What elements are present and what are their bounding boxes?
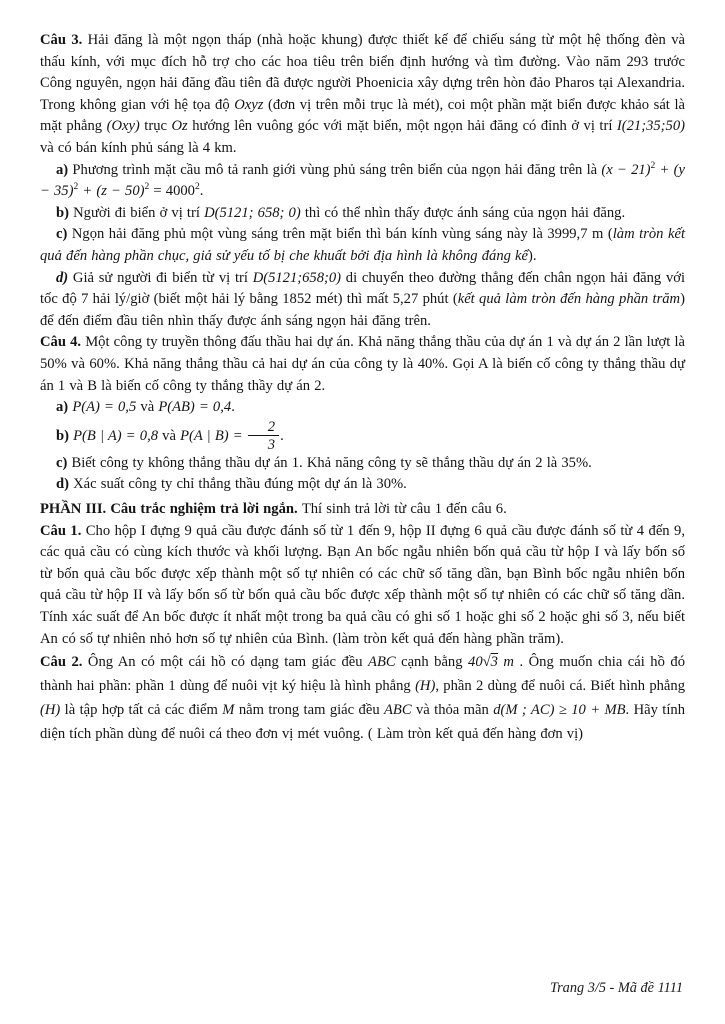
- text-run: . Ông muốn chia cái hồ đó thành hai phần: phần 1 dùng để nuôi vịt ký hiệu là hình phẳng: [40, 654, 685, 695]
- cau-4-b: [40, 419, 685, 453]
- text-run: trục: [139, 118, 172, 135]
- text-run: . Hãy tính diện tích phần dùng để nuôi cá theo đơn vị mét vuông. ( Làm tròn kết quả đến hàng đơn vị): [40, 702, 686, 743]
- text-run: làm tròn kết quả đến hàng phần chục, giả sử yếu tố bị che khuất bởi địa hình là không đáng kể: [40, 226, 686, 264]
- text-run: PHẦN III. Câu trắc nghiệm trả lời ngắn.: [40, 500, 302, 517]
- cau-4-a: [40, 397, 685, 419]
- text-run: a): [56, 399, 73, 416]
- cau-1: [40, 521, 685, 651]
- text-run: + (z − 50): [78, 183, 145, 200]
- text-run: , phần 2 dùng để nuôi cá. Biết hình phẳng: [435, 678, 686, 695]
- text-run: ).: [528, 247, 537, 264]
- text-run: Giả sử người đi biển từ vị trí: [72, 269, 253, 286]
- text-run: D(5121;658;0): [252, 269, 342, 286]
- text-run: và có bán kính phủ sáng là 4 km.: [40, 139, 237, 156]
- text-run: d(M ; AC) ≥ 10 + MB: [493, 702, 626, 719]
- text-run: c): [56, 226, 72, 243]
- text-run: Câu 1.: [40, 522, 86, 539]
- cau-2: [40, 650, 685, 746]
- text-run: P(AB) = 0,4: [158, 399, 232, 416]
- cau-3-c: [40, 224, 685, 267]
- phan-3-heading: [40, 499, 685, 521]
- text-run: + (y − 35): [40, 161, 685, 200]
- cau-3-a: [40, 160, 685, 203]
- text-run: Biết công ty không thắng thầu dự án 1. Khả năng công ty sẽ thắng thầu dự án 2 là 35%.: [71, 454, 592, 471]
- text-run: I(21;35;50): [616, 118, 685, 135]
- fraction-numerator: 2: [248, 419, 279, 437]
- text-run: (H): [40, 702, 61, 719]
- text-run: nằm trong tam giác đều: [234, 702, 385, 719]
- text-run: Câu 3.: [40, 32, 88, 48]
- fraction-denominator: 3: [267, 436, 276, 453]
- text-run: = 4000: [149, 183, 195, 200]
- text-run: ) để đến điểm đầu tiên nhìn thấy được ánh sáng ngọn hải đăng trên.: [40, 291, 685, 329]
- cau-4-c: [40, 453, 685, 475]
- radicand: 3: [490, 654, 498, 671]
- text-run: P(B | A) = 0,8: [73, 427, 159, 444]
- text-run: Ngọn hải đăng phủ một vùng sáng trên mặt biển thì bán kính vùng sáng này là 3999,7 m (: [71, 226, 613, 243]
- text-run: 2: [144, 182, 150, 193]
- text-run: b): [56, 427, 74, 444]
- text-run: kết quả làm tròn đến hàng phần trăm: [457, 291, 681, 308]
- text-run: di chuyển theo đường thẳng đến chân ngọn hải đăng với tốc độ 7 hải lý/giờ (biết một hải lý bằng 1852 mét) thì mất 5,27 phút (: [40, 269, 686, 308]
- text-run: 2: [73, 182, 79, 193]
- text-run: Oz: [171, 118, 188, 135]
- cau-4-intro: [40, 332, 685, 397]
- text-run: cạnh bằng: [395, 654, 469, 671]
- fraction: [248, 419, 279, 453]
- radical-sign: √: [482, 654, 491, 671]
- text-run: ABC: [384, 702, 412, 719]
- text-run: (đơn vị trên mỗi trục là mét), coi một phần mặt biển được khảo sát là mặt phẳng: [40, 96, 685, 135]
- text-run: Cho hộp I đựng 9 quả cầu được đánh số từ 1 đến 9, hộp II đựng 6 quả cầu được đánh số từ 4 đến 9, các quả cầu có cùng kích thước và khối lượng. Bạn An bốc ngẫu nhiên bốn quả cầu từ hộp I và lấy bốn số từ bốn quả cầu bốc được xếp thành một số tự nhiên có các chữ số tăng dần, bạn Bình bốc ngẫu nhiên bốn quả cầu từ hộp II và lấy bốn số từ bốn quả cầu bốc được xếp thành một số tự nhiên có các chữ số tăng dần. Tính xác suất để An bốc được ít nhất một trong ba quả cầu có ghi số 1 hoặc ghi số 2 hoặc ghi số 3, nếu biết An có số tự nhiên nhỏ hơn số tự nhiên của Bình. (làm tròn kết quả đến hàng phần trăm).: [40, 522, 685, 647]
- text-run: 40: [468, 654, 483, 671]
- text-run: thì có thể nhìn thấy được ánh sáng của ngọn hải đăng.: [300, 204, 626, 221]
- text-run: và: [158, 427, 181, 444]
- sqrt-expression: [483, 654, 498, 670]
- text-run: Câu 2.: [40, 654, 88, 671]
- text-run: P(A) = 0,5: [72, 399, 137, 416]
- text-run: d): [56, 269, 73, 286]
- text-run: Phương trình mặt cầu mô tả ranh giới vùng phủ sáng trên biển của ngọn hải đăng trên là: [72, 161, 602, 178]
- text-run: m: [497, 654, 514, 671]
- text-run: c): [56, 454, 72, 471]
- text-run: hướng lên vuông góc với mặt biển, một ngọn hải đăng có đỉnh ở vị trí: [187, 118, 617, 135]
- text-run: ABC: [368, 654, 396, 671]
- cau-3-b: [40, 203, 685, 225]
- cau-3-intro: [40, 30, 685, 160]
- text-run: D(5121; 658; 0): [204, 204, 301, 221]
- text-run: b): [56, 204, 74, 221]
- text-run: (H): [415, 678, 436, 695]
- text-run: .: [199, 183, 204, 200]
- text-run: .: [231, 399, 235, 416]
- text-run: là tập hợp tất cả các điểm: [60, 702, 223, 719]
- text-run: d): [56, 476, 74, 493]
- text-run: 2: [650, 160, 656, 171]
- cau-3-d: [40, 268, 685, 333]
- text-run: Thí sinh trả lời từ câu 1 đến câu 6.: [301, 500, 507, 517]
- text-run: Oxyz: [234, 96, 264, 113]
- text-run: và: [136, 399, 159, 416]
- text-run: M: [222, 702, 235, 719]
- text-run: (Oxy): [106, 118, 140, 135]
- text-run: .: [280, 427, 284, 444]
- text-run: Một công ty truyền thông đấu thầu hai dự án. Khả năng thắng thầu của dự án 1 và dự án 2 lần lượt là 50% và 60%. Khả năng thắng thầu cả hai dự án của công ty là 40%. Gọi A là biến cố công ty thắng thầu dự án 1 và B là biến cố công ty thắng thầy dự án 2.: [40, 334, 685, 394]
- text-run: và thỏa mãn: [411, 702, 494, 719]
- text-run: (x − 21): [601, 161, 651, 178]
- text-run: Xác suất công ty chỉ thắng thầu đúng một dự án là 30%.: [73, 476, 407, 493]
- text-run: Câu 4.: [40, 334, 86, 351]
- text-run: P(A | B) =: [180, 427, 247, 444]
- cau-4-d: [40, 474, 685, 496]
- text-run: Hải đăng là một ngọn tháp (nhà hoặc khung) được thiết kế để chiếu sáng từ một hệ thống đèn và thấu kính, với mục đích hỗ trợ cho các hoa tiêu trên biển định hướng và tìm đường. Vào năm 293 trước Công nguyên, ngọn hải đăng đầu tiên đã được người Phoenicia xây dựng trên hòn đảo Pharos tại Alexandria. Trong không gian với hệ tọa độ: [40, 32, 685, 113]
- page-footer: Trang 3/5 - Mã đề 1111: [549, 980, 683, 996]
- text-run: Ông An có một cái hồ có dạng tam giác đều: [87, 654, 369, 671]
- text-run: a): [56, 161, 73, 178]
- text-run: Người đi biển ở vị trí: [73, 204, 205, 221]
- text-run: 2: [194, 182, 200, 193]
